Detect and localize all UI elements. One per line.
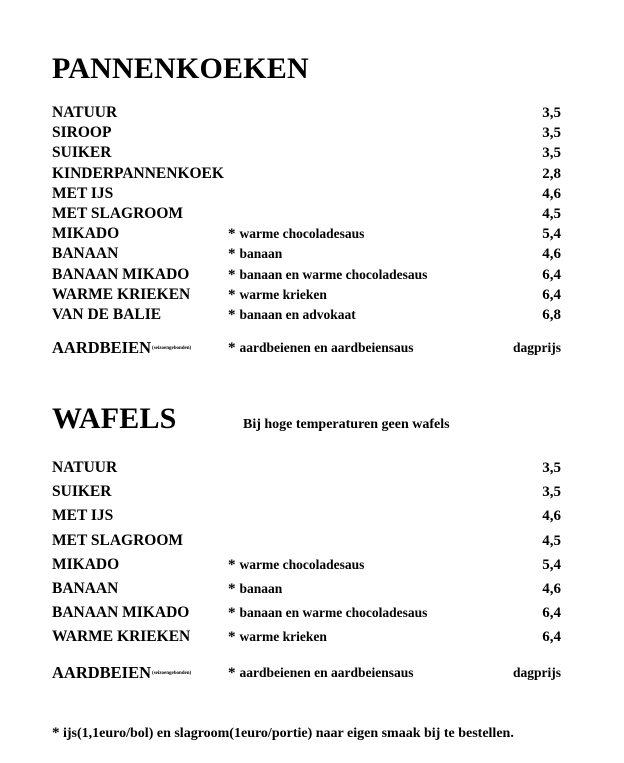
item-description xyxy=(228,577,282,601)
item-label: KINDERPANNENKOEK xyxy=(52,164,224,182)
item-price: 6,4 xyxy=(542,286,561,303)
item-label: SIROOP xyxy=(52,124,112,142)
description-text: warme krieken xyxy=(239,629,327,645)
menu-row xyxy=(52,480,561,504)
item-price: 4,6 xyxy=(542,508,561,525)
description-text: banaan xyxy=(239,246,283,262)
item-price: 6,4 xyxy=(542,629,561,646)
menu-row xyxy=(52,305,561,325)
menu-row xyxy=(52,224,561,244)
item-name xyxy=(52,663,191,684)
asterisk-marker: * xyxy=(228,286,236,303)
item-price: 4,6 xyxy=(542,580,561,597)
menu-row xyxy=(52,553,561,577)
menu-row xyxy=(52,529,561,553)
item-name xyxy=(52,265,189,285)
item-name xyxy=(52,601,189,625)
menu-row xyxy=(52,164,561,184)
seasonal-note: (seizoengebonden) xyxy=(152,671,192,677)
special-row xyxy=(52,338,561,358)
item-name xyxy=(52,456,117,480)
item-description xyxy=(228,625,327,649)
item-name xyxy=(52,285,190,305)
item-label: BANAAN MIKADO xyxy=(52,265,190,283)
item-label: BANAAN xyxy=(52,579,119,597)
item-name xyxy=(52,143,111,163)
item-price: 6,4 xyxy=(542,266,561,283)
item-price: 6,8 xyxy=(542,306,561,323)
asterisk-marker: * xyxy=(228,605,236,622)
asterisk-marker: * xyxy=(228,266,236,283)
item-label: SUIKER xyxy=(52,144,112,162)
pancakes-menu xyxy=(52,103,561,325)
item-label: MET IJS xyxy=(52,507,114,525)
item-label: MET SLAGROOM xyxy=(52,531,184,549)
item-label: WARME KRIEKEN xyxy=(52,285,191,303)
item-description xyxy=(228,285,327,305)
item-label: MIKADO xyxy=(52,555,120,573)
asterisk-marker: * xyxy=(228,340,236,356)
item-label: MET SLAGROOM xyxy=(52,204,184,222)
item-price: 3,5 xyxy=(542,145,561,162)
menu-row xyxy=(52,625,561,649)
item-price: 5,4 xyxy=(542,556,561,573)
item-name xyxy=(52,123,111,143)
description-text: banaan en advokaat xyxy=(239,306,356,322)
item-price: 4,6 xyxy=(542,246,561,263)
item-price: dagprijs xyxy=(512,665,561,680)
item-description xyxy=(228,244,282,264)
menu-row xyxy=(52,285,561,305)
item-description xyxy=(228,553,364,577)
item-price: 3,5 xyxy=(542,484,561,501)
item-name xyxy=(52,480,111,504)
asterisk-marker: * xyxy=(228,246,236,263)
menu-row xyxy=(52,265,561,285)
item-label: MIKADO xyxy=(52,225,120,243)
item-name xyxy=(52,184,113,204)
item-price: 3,5 xyxy=(542,125,561,142)
menu-row xyxy=(52,601,561,625)
item-label: MET IJS xyxy=(52,184,114,202)
asterisk-marker: * xyxy=(228,556,236,573)
pancakes-special xyxy=(52,338,561,358)
menu-row xyxy=(52,184,561,204)
asterisk-marker: * xyxy=(228,226,236,243)
special-row xyxy=(52,663,561,683)
footer-note xyxy=(52,725,514,742)
asterisk-marker: * xyxy=(228,629,236,646)
pancakes-heading: PANNENKOEKEN xyxy=(52,52,309,85)
item-label: AARDBEIEN xyxy=(52,663,152,682)
item-description xyxy=(228,601,427,625)
asterisk-marker: * xyxy=(228,580,236,597)
item-price: 4,6 xyxy=(542,185,561,202)
item-name xyxy=(52,553,119,577)
seasonal-note: (seizoengebonden) xyxy=(152,346,192,352)
description-text: warme krieken xyxy=(239,286,327,302)
item-name xyxy=(52,529,183,553)
item-description xyxy=(228,663,414,683)
item-name xyxy=(52,338,191,359)
waffles-heading: WAFELS xyxy=(52,402,177,435)
menu-row xyxy=(52,123,561,143)
item-name xyxy=(52,224,119,244)
item-name xyxy=(52,244,118,264)
description-text: banaan en warme chocoladesaus xyxy=(239,605,428,621)
item-name xyxy=(52,204,183,224)
item-label: BANAAN xyxy=(52,245,119,263)
description-text: aardbeienen en aardbeiensaus xyxy=(239,665,414,680)
asterisk-marker: * xyxy=(228,306,236,323)
item-label: NATUUR xyxy=(52,104,118,121)
menu-row xyxy=(52,577,561,601)
item-price: 3,5 xyxy=(542,105,561,121)
item-description xyxy=(228,305,356,325)
menu-row xyxy=(52,456,561,480)
item-name xyxy=(52,164,224,184)
item-name xyxy=(52,305,161,325)
item-description xyxy=(228,265,427,285)
item-description xyxy=(228,338,414,358)
description-text: banaan en warme chocoladesaus xyxy=(239,266,428,282)
description-text: warme chocoladesaus xyxy=(239,226,365,242)
item-price: 5,4 xyxy=(542,226,561,243)
menu-row xyxy=(52,143,561,163)
menu-row xyxy=(52,504,561,528)
item-price: 4,5 xyxy=(542,205,561,222)
item-label: VAN DE BALIE xyxy=(52,305,162,323)
item-price: 6,4 xyxy=(542,605,561,622)
item-label: SUIKER xyxy=(52,483,112,501)
footer-star: * xyxy=(52,725,60,741)
description-text: warme chocoladesaus xyxy=(239,556,365,572)
item-name xyxy=(52,577,118,601)
menu-row xyxy=(52,244,561,264)
item-description xyxy=(228,224,364,244)
footer-text: ijs(1,1euro/bol) en slagroom(1euro/portie) naar eigen smaak bij te bestellen. xyxy=(63,726,514,741)
item-price: dagprijs xyxy=(512,340,561,355)
asterisk-marker: * xyxy=(228,665,236,681)
item-label: WARME KRIEKEN xyxy=(52,628,191,646)
item-name xyxy=(52,625,190,649)
item-label: NATUUR xyxy=(52,459,118,476)
item-label: BANAAN MIKADO xyxy=(52,604,190,622)
item-price: 2,8 xyxy=(542,165,561,182)
item-name xyxy=(52,103,117,123)
item-price: 3,5 xyxy=(542,460,561,476)
menu-row xyxy=(52,103,561,123)
description-text: banaan xyxy=(239,580,283,596)
waffles-notice: Bij hoge temperaturen geen wafels xyxy=(243,417,450,432)
waffles-menu xyxy=(52,456,561,650)
item-price: 4,5 xyxy=(542,532,561,549)
menu-row xyxy=(52,204,561,224)
item-label: AARDBEIEN xyxy=(52,338,152,357)
description-text: aardbeienen en aardbeiensaus xyxy=(239,340,414,355)
waffles-special xyxy=(52,663,561,683)
item-name xyxy=(52,504,113,528)
